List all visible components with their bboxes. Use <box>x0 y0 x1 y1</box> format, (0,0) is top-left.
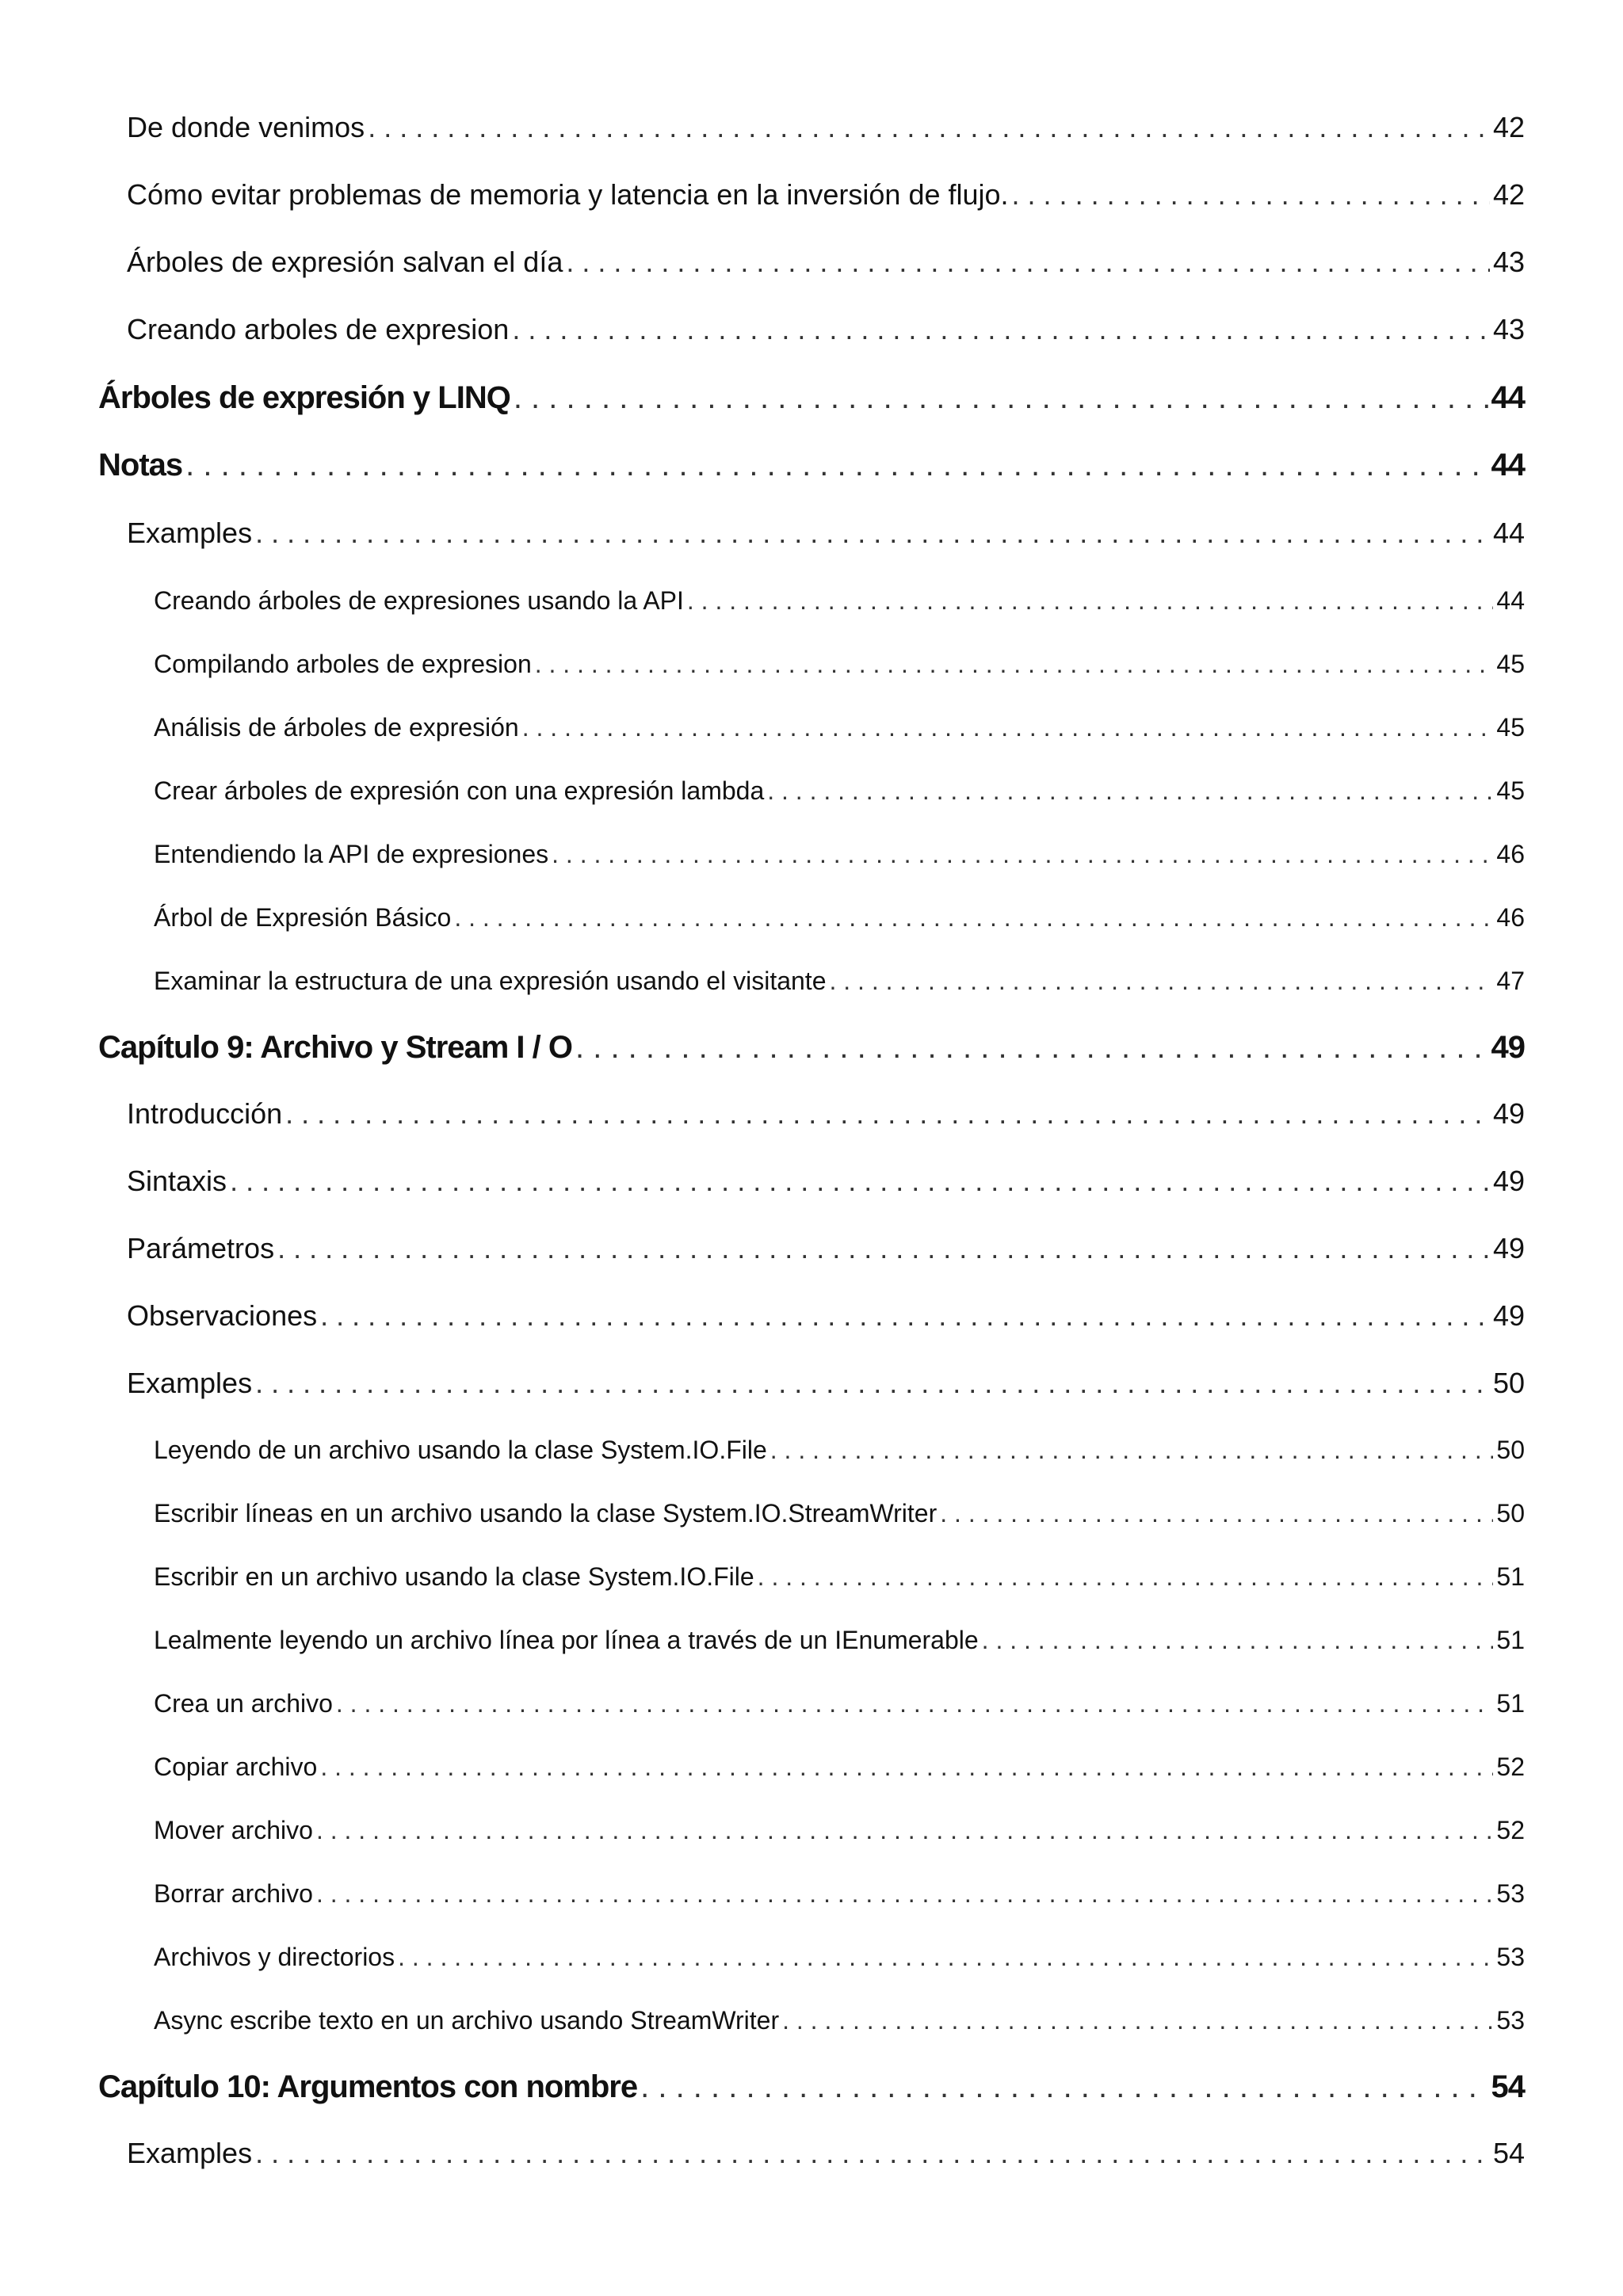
dot-leader <box>185 448 1487 483</box>
toc-entry-page: 51 <box>1496 1689 1525 1718</box>
toc-entry[interactable] <box>0 1165 1623 1198</box>
toc-subentry[interactable] <box>0 840 1623 869</box>
toc-entry-page: 50 <box>1496 1499 1525 1527</box>
toc-entry-title: Async escribe texto en un archivo usando StreamWriter <box>154 2006 780 2035</box>
dot-leader <box>522 713 1494 742</box>
dot-leader <box>1012 178 1490 212</box>
toc-entry-page: 51 <box>1496 1562 1525 1591</box>
toc-entry[interactable] <box>0 246 1623 279</box>
toc-entry-page: 53 <box>1496 2006 1525 2035</box>
toc-entry-page: 44 <box>1496 586 1525 615</box>
toc-subentry[interactable] <box>0 1753 1623 1782</box>
toc-entry-title: Capítulo 10: Argumentos con nombre <box>98 2069 638 2104</box>
dot-leader <box>285 1097 1490 1131</box>
toc-subentry[interactable] <box>0 2006 1623 2035</box>
toc-entry-page: 53 <box>1496 1879 1525 1908</box>
toc-entry-title: Creando árboles de expresiones usando la API <box>154 586 684 615</box>
toc-entry-title: Árbol de Expresión Básico <box>154 903 452 932</box>
dot-leader <box>320 1299 1490 1333</box>
dot-leader <box>277 1232 1490 1265</box>
toc-entry-title: Compilando arboles de expresion <box>154 650 532 678</box>
toc-entry-page: 46 <box>1496 840 1525 868</box>
dot-leader <box>255 1367 1490 1400</box>
toc-entry-page: 43 <box>1492 313 1525 345</box>
toc-subentry[interactable] <box>0 1689 1623 1718</box>
toc-subentry[interactable] <box>0 1499 1623 1528</box>
toc-entry-title: Sintaxis <box>127 1165 227 1197</box>
toc-entry-title: Introducción <box>127 1097 283 1130</box>
toc-subentry[interactable] <box>0 1879 1623 1909</box>
toc-entry-page: 50 <box>1492 1367 1525 1399</box>
toc-entry-page: 50 <box>1496 1436 1525 1464</box>
toc-entry-page: 49 <box>1491 1030 1525 1065</box>
toc-entry-page: 45 <box>1496 650 1525 678</box>
dot-leader <box>566 246 1490 279</box>
dot-leader <box>770 1436 1494 1465</box>
toc-entry-title: Entendiendo la API de expresiones <box>154 840 549 868</box>
toc-subentry[interactable] <box>0 586 1623 616</box>
toc-entry-title: Análisis de árboles de expresión <box>154 713 519 742</box>
dot-leader <box>982 1626 1494 1655</box>
dot-leader <box>368 111 1490 144</box>
toc-entry-page: 42 <box>1492 178 1525 211</box>
toc-entry-page: 49 <box>1492 1232 1525 1264</box>
dot-leader <box>514 380 1488 416</box>
toc-entry-title: Examinar la estructura de una expresión usando el visitante <box>154 967 827 995</box>
toc-entry-title: Leyendo de un archivo usando la clase System.IO.File <box>154 1436 767 1464</box>
toc-entry-title: Árboles de expresión y LINQ <box>98 380 510 415</box>
toc-entry-page: 45 <box>1496 776 1525 805</box>
toc-subentry[interactable] <box>0 1626 1623 1655</box>
dot-leader <box>255 517 1490 550</box>
dot-leader <box>767 776 1493 806</box>
toc-entry-title: Mover archivo <box>154 1816 313 1844</box>
dot-leader <box>316 1816 1493 1845</box>
toc-entry-title: Copiar archivo <box>154 1753 318 1781</box>
toc-entry[interactable] <box>0 1299 1623 1333</box>
toc-entry-title: Escribir en un archivo usando la clase System.IO.File <box>154 1562 754 1591</box>
dot-leader <box>535 650 1494 679</box>
toc-entry[interactable] <box>0 1097 1623 1131</box>
toc-entry-title: Notas <box>98 448 183 482</box>
toc-entry-title: Crea un archivo <box>154 1689 333 1718</box>
toc-entry[interactable] <box>0 2137 1623 2170</box>
toc-entry-title: Capítulo 9: Archivo y Stream I / O <box>98 1030 572 1065</box>
dot-leader <box>512 313 1490 346</box>
toc-entry-title: Parámetros <box>127 1232 275 1264</box>
toc-entry-page: 53 <box>1496 1943 1525 1971</box>
toc-entry-page: 45 <box>1496 713 1525 742</box>
toc-entry-title: Borrar archivo <box>154 1879 313 1908</box>
toc-entry-title: Examples <box>127 517 253 549</box>
toc-chapter[interactable] <box>0 2069 1623 2105</box>
toc-entry-page: 47 <box>1496 967 1525 995</box>
toc-subentry[interactable] <box>0 1436 1623 1465</box>
dot-leader <box>687 586 1494 616</box>
toc-entry[interactable] <box>0 111 1623 144</box>
toc-entry-page: 42 <box>1492 111 1525 143</box>
dot-leader <box>782 2006 1493 2035</box>
dot-leader <box>398 1943 1493 1972</box>
dot-leader <box>829 967 1493 996</box>
dot-leader <box>940 1499 1493 1528</box>
toc-entry-page: 51 <box>1496 1626 1525 1654</box>
toc-entry-page: 54 <box>1491 2069 1525 2104</box>
toc-entry-page: 52 <box>1496 1753 1525 1781</box>
toc-entry-title: Árboles de expresión salvan el día <box>127 246 563 278</box>
toc-entry-page: 46 <box>1496 903 1525 932</box>
dot-leader <box>230 1165 1490 1198</box>
toc-subentry[interactable] <box>0 903 1623 933</box>
dot-leader <box>575 1030 1488 1066</box>
toc-subentry[interactable] <box>0 1943 1623 1972</box>
toc-entry-page: 49 <box>1492 1097 1525 1130</box>
toc-entry-title: Cómo evitar problemas de memoria y latencia en la inversión de flujo. <box>127 178 1009 211</box>
dot-leader <box>255 2137 1490 2170</box>
dot-leader <box>336 1689 1494 1718</box>
toc-entry[interactable] <box>0 1232 1623 1265</box>
toc-entry-title: Examples <box>127 2137 253 2169</box>
toc-chapter[interactable] <box>0 380 1623 416</box>
toc-subentry[interactable] <box>0 967 1623 996</box>
toc-entry[interactable] <box>0 1367 1623 1400</box>
toc-entry-page: 52 <box>1496 1816 1525 1844</box>
toc-entry-title: Examples <box>127 1367 253 1399</box>
toc-entry-title: Observaciones <box>127 1299 318 1332</box>
toc-entry-title: Escribir líneas en un archivo usando la clase System.IO.StreamWriter <box>154 1499 938 1527</box>
toc-entry-title: Crear árboles de expresión con una expresión lambda <box>154 776 765 805</box>
toc-entry[interactable] <box>0 517 1623 550</box>
toc-subentry[interactable] <box>0 776 1623 806</box>
toc-entry-title: Creando arboles de expresion <box>127 313 510 345</box>
toc-subentry[interactable] <box>0 650 1623 679</box>
toc-subentry[interactable] <box>0 1562 1623 1592</box>
toc-entry[interactable] <box>0 178 1623 212</box>
dot-leader <box>454 903 1493 933</box>
toc-entry-page: 54 <box>1492 2137 1525 2169</box>
toc-entry-page: 49 <box>1492 1299 1525 1332</box>
dot-leader <box>316 1879 1493 1909</box>
toc-subentry[interactable] <box>0 713 1623 742</box>
toc-entry-page: 43 <box>1492 246 1525 278</box>
toc-entry-title: Archivos y directorios <box>154 1943 395 1971</box>
toc-entry-title: Lealmente leyendo un archivo línea por línea a través de un IEnumerable <box>154 1626 979 1654</box>
dot-leader <box>640 2069 1487 2105</box>
dot-leader <box>758 1562 1494 1592</box>
toc-entry-title: De donde venimos <box>127 111 365 143</box>
toc-subentry[interactable] <box>0 1816 1623 1845</box>
toc-chapter[interactable] <box>0 448 1623 483</box>
dot-leader <box>320 1753 1493 1782</box>
toc-chapter[interactable] <box>0 1030 1623 1066</box>
toc-entry-page: 44 <box>1491 448 1525 482</box>
dot-leader <box>552 840 1493 869</box>
toc-entry[interactable] <box>0 313 1623 346</box>
toc-entry-page: 44 <box>1491 380 1525 415</box>
toc-entry-page: 44 <box>1492 517 1525 549</box>
toc-entry-page: 49 <box>1492 1165 1525 1197</box>
